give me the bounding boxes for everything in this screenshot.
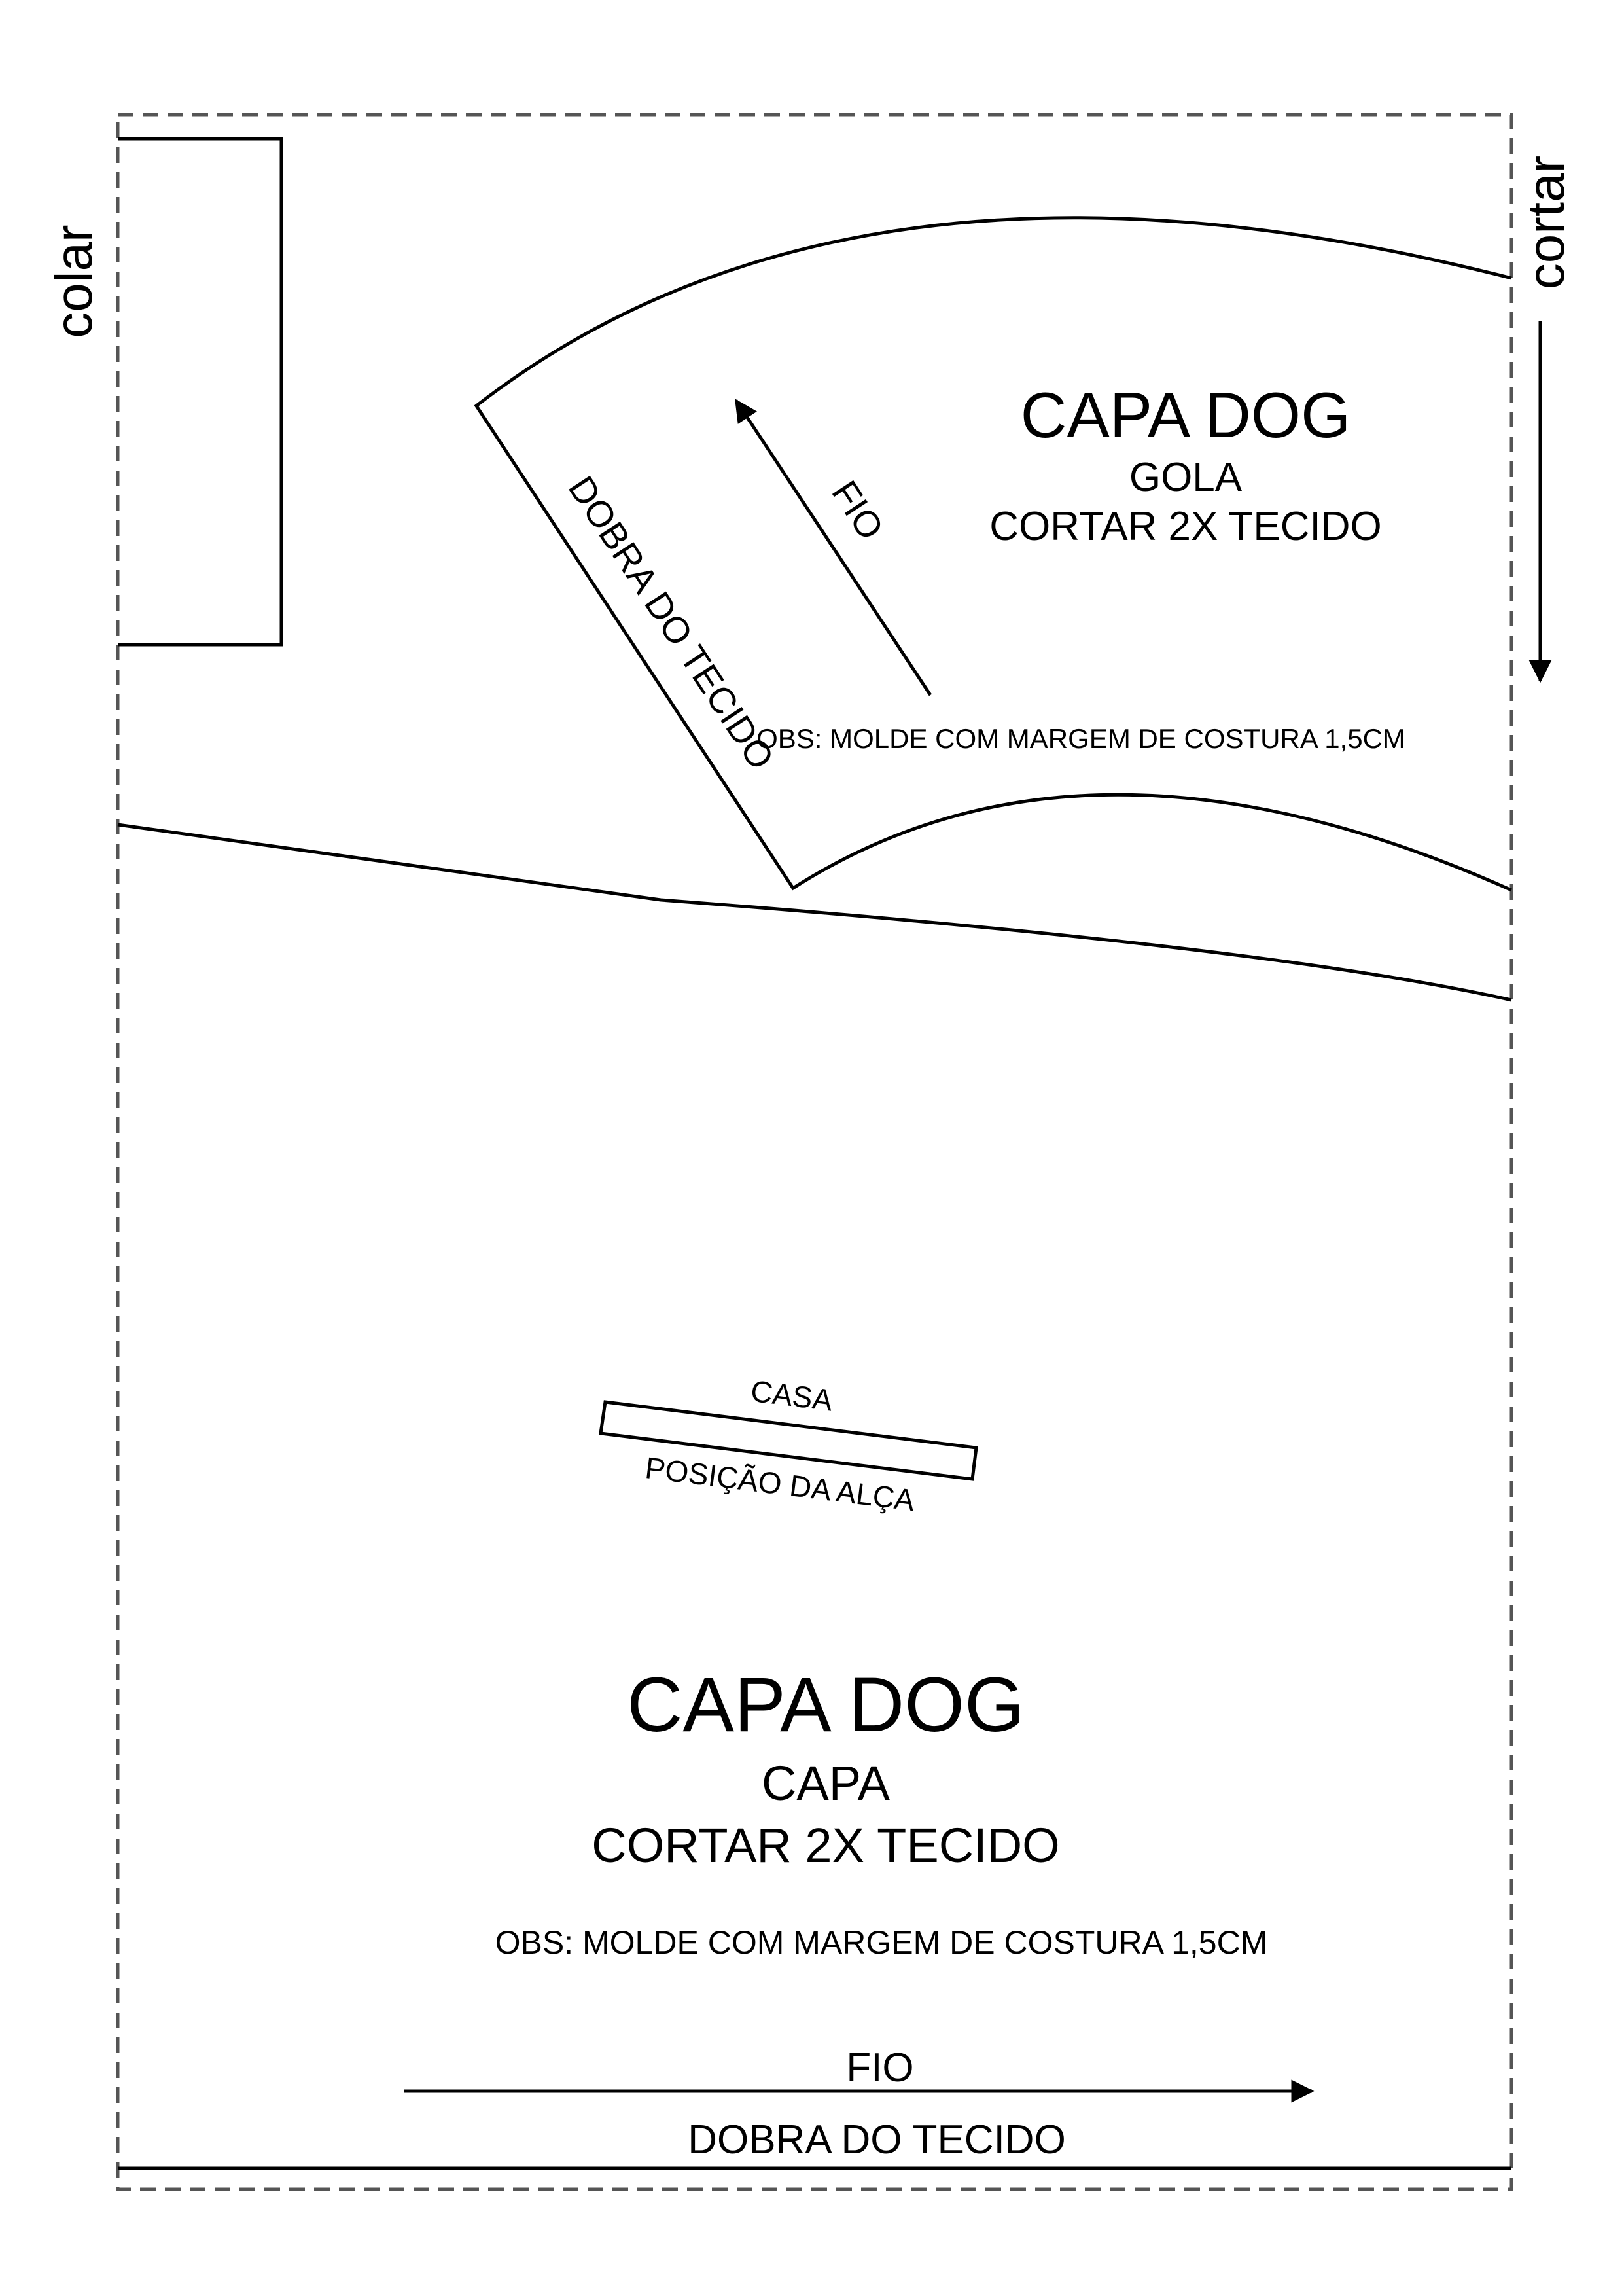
capa-top-edge	[118, 825, 1511, 1000]
gola-note: OBS: MOLDE COM MARGEM DE COSTURA 1,5CM	[756, 723, 1405, 754]
strap-position-label: POSIÇÃO DA ALÇA	[643, 1450, 917, 1518]
gola-subtitle: GOLA	[1129, 455, 1243, 500]
capa-fold-label: DOBRA DO TECIDO	[688, 2117, 1066, 2162]
cut-label: cortar	[1517, 155, 1575, 290]
capa-grain-label: FIO	[846, 2045, 914, 2090]
glue-label: colar	[44, 224, 103, 338]
gola-title: CAPA DOG	[1020, 379, 1351, 451]
capa-title: CAPA DOG	[627, 1662, 1025, 1748]
capa-subtitle: CAPA	[761, 1756, 891, 1810]
gola-instruction: CORTAR 2X TECIDO	[989, 504, 1382, 549]
capa-instruction: CORTAR 2X TECIDO	[591, 1818, 1060, 1873]
glue-tab	[118, 139, 281, 645]
buttonhole-label: CASA	[749, 1373, 835, 1418]
gola-fold-label: DOBRA DO TECIDO	[560, 468, 783, 777]
gola-grain-arrow	[736, 401, 930, 695]
capa-note: OBS: MOLDE COM MARGEM DE COSTURA 1,5CM	[495, 1924, 1268, 1961]
gola-grain-label: FIO	[824, 473, 892, 547]
